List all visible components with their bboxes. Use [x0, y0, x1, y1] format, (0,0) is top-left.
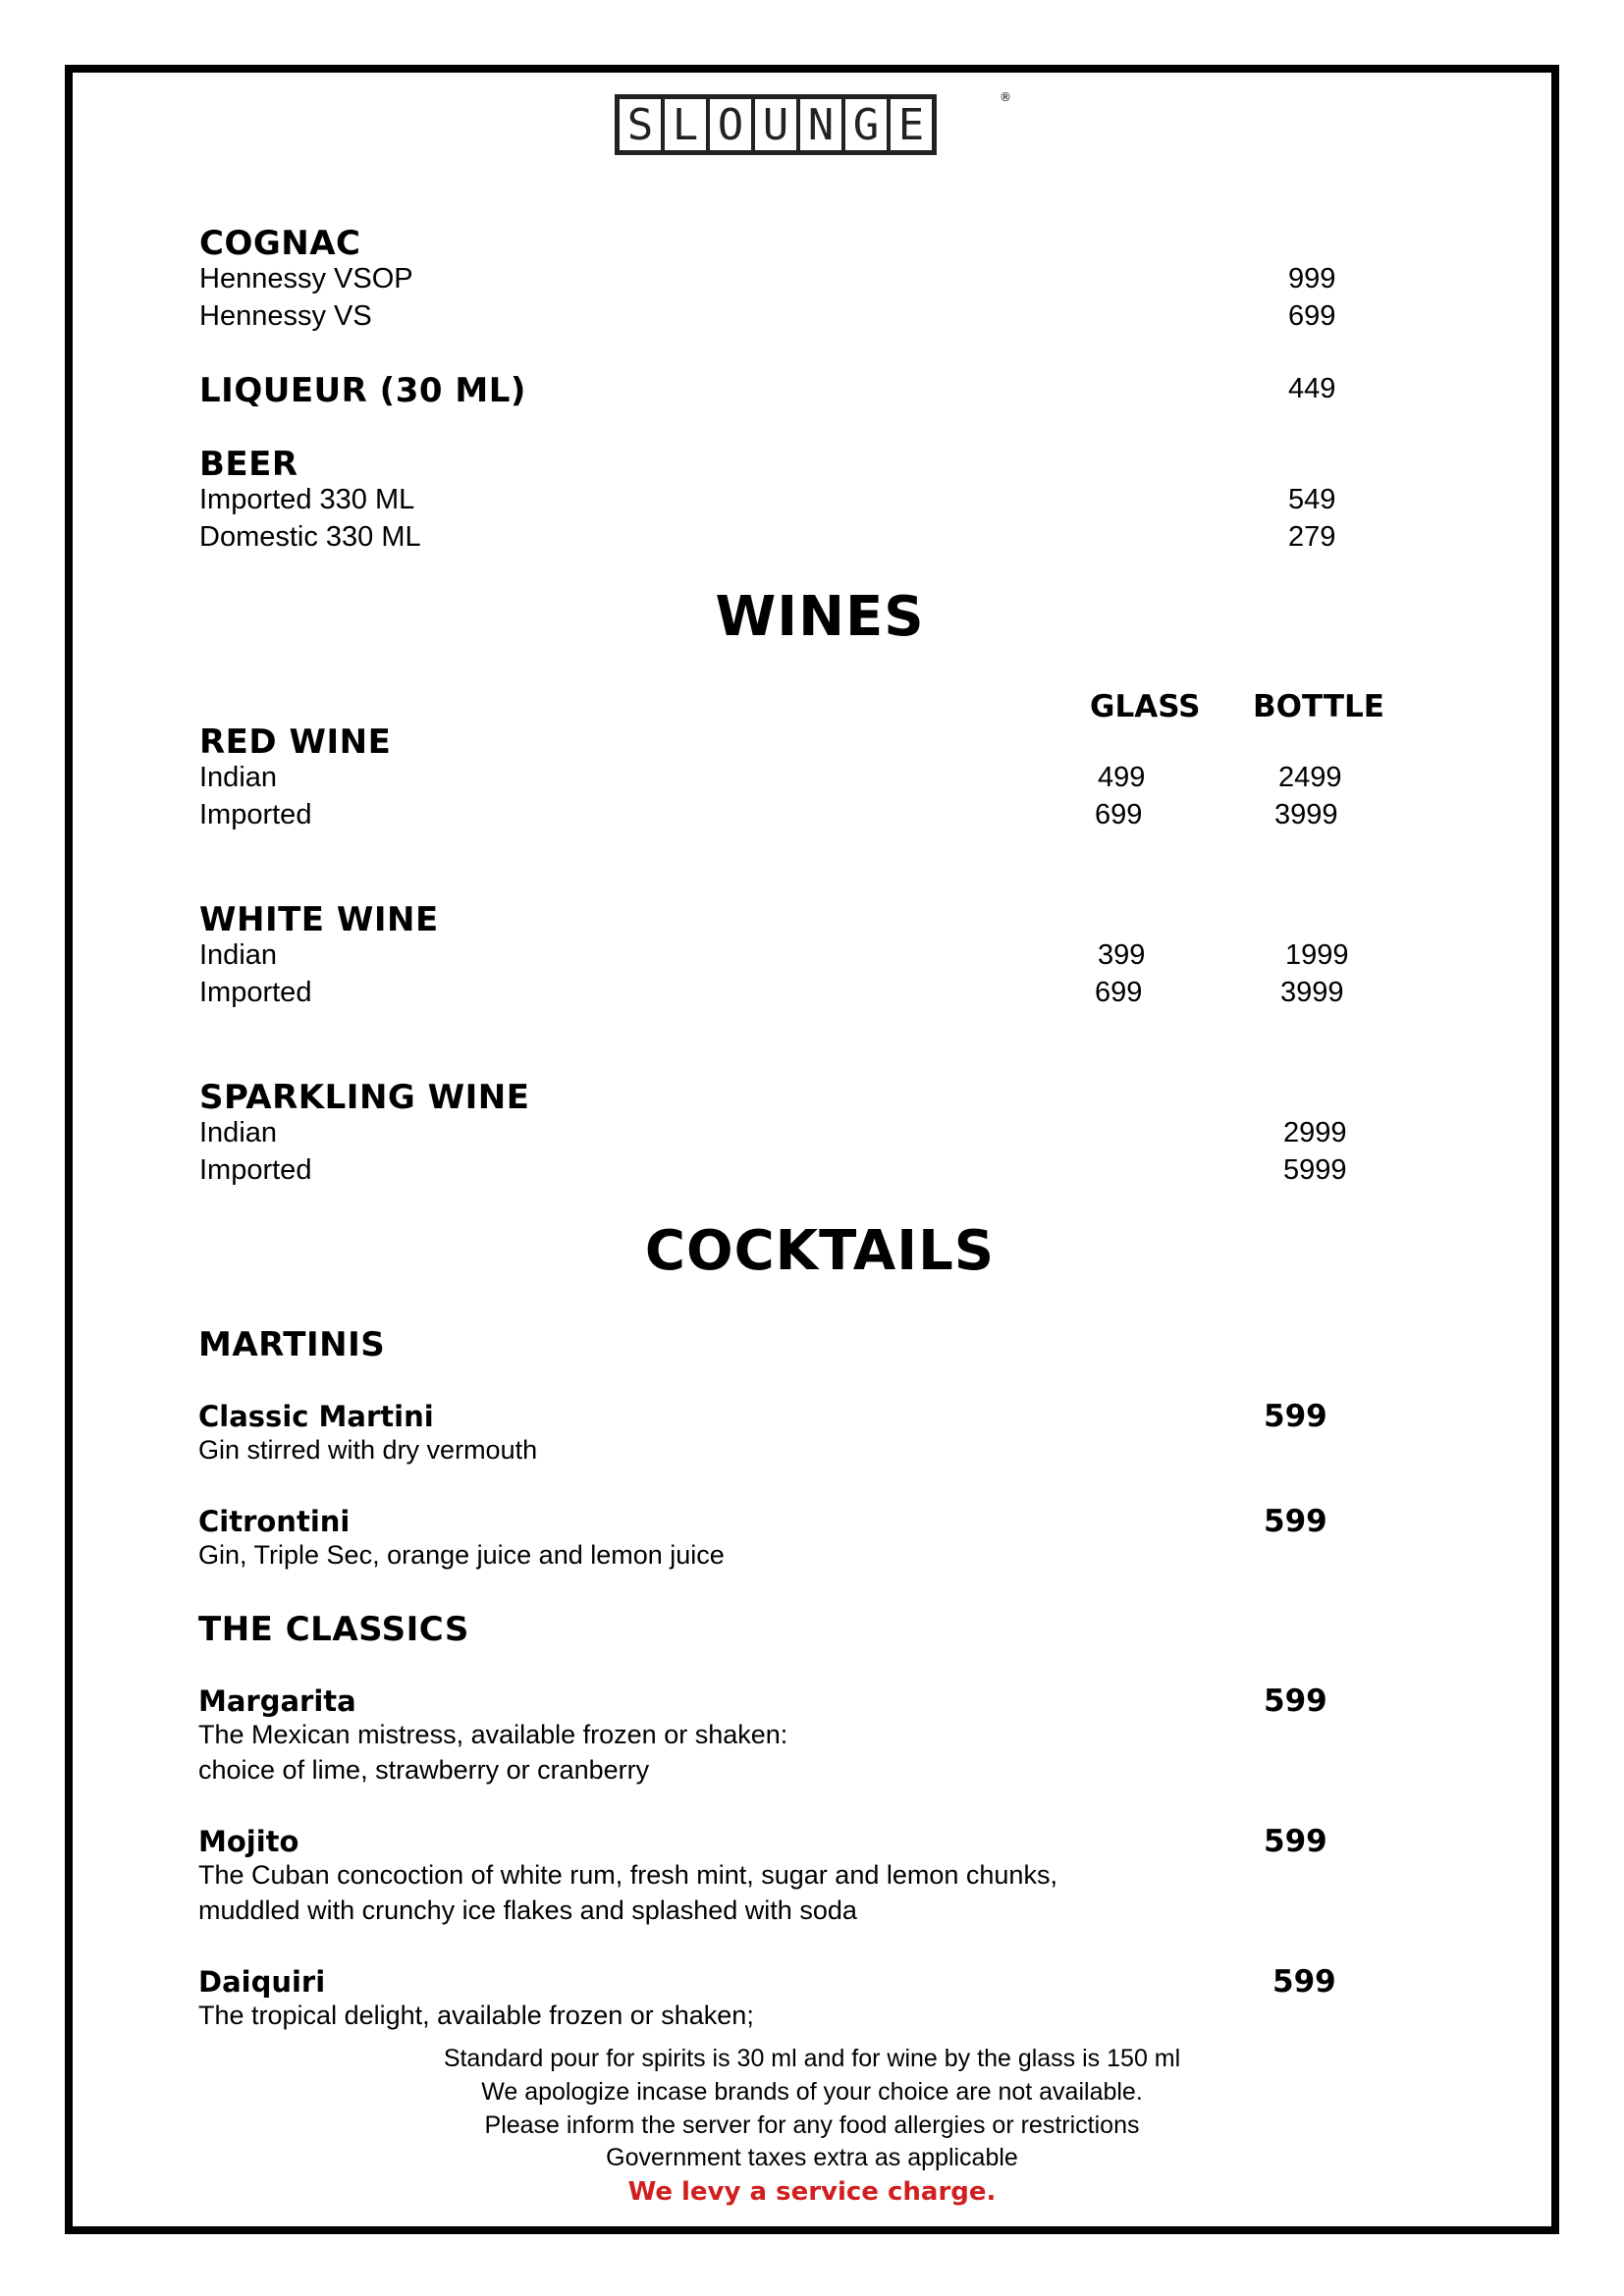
beer-item-name: Imported 330 ML [199, 484, 415, 515]
logo-letter: U [755, 99, 800, 150]
white-wine-glass-price: 399 [1098, 939, 1146, 971]
martinis-heading: MARTINIS [198, 1325, 386, 1364]
footer-pour-note: Standard pour for spirits is 30 ml and for wine by the glass is 150 ml [443, 2045, 1181, 2072]
cocktail-description: muddled with crunchy ice flakes and splashed with soda [198, 1896, 857, 1925]
cocktail-description: Gin, Triple Sec, orange juice and lemon juice [198, 1540, 725, 1570]
red-wine-heading: RED WINE [199, 722, 392, 762]
cocktail-price: 599 [1264, 1824, 1327, 1859]
wines-title: WINES [715, 585, 925, 649]
beer-item-price: 279 [1288, 521, 1336, 553]
red-wine-bottle-price: 2499 [1278, 762, 1342, 793]
cocktail-price: 599 [1264, 1399, 1327, 1434]
red-wine-glass-price: 699 [1095, 799, 1143, 830]
registered-mark: ® [1000, 90, 1011, 104]
red-wine-item-name: Indian [199, 762, 278, 793]
liqueur-heading: LIQUEUR (30 ML) [199, 371, 526, 410]
red-wine-bottle-price: 3999 [1274, 799, 1338, 830]
glass-column-header: GLASS [1090, 689, 1201, 724]
cocktail-name: Margarita [198, 1684, 356, 1718]
slounge-logo [615, 94, 937, 155]
classics-heading: THE CLASSICS [198, 1610, 469, 1649]
cocktail-price: 599 [1264, 1683, 1327, 1719]
cocktail-description: choice of lime, strawberry or cranberry [198, 1755, 650, 1785]
cocktail-description: Gin stirred with dry vermouth [198, 1435, 538, 1465]
white-wine-bottle-price: 1999 [1285, 939, 1349, 971]
footer-allergy-note: Please inform the server for any food allergies or restrictions [484, 2111, 1140, 2139]
cocktail-name: Classic Martini [198, 1400, 434, 1433]
sparkling-wine-heading: SPARKLING WINE [199, 1078, 530, 1117]
cognac-item-price: 999 [1288, 263, 1336, 294]
cognac-heading: COGNAC [199, 224, 361, 263]
logo-letter: E [897, 99, 925, 150]
sparkling-wine-bottle-price: 5999 [1283, 1154, 1347, 1186]
beer-heading: BEER [199, 445, 298, 484]
logo-letter: S [620, 99, 665, 150]
cocktail-name: Mojito [198, 1825, 299, 1858]
logo-letter: L [665, 99, 710, 150]
logo-letter: N [800, 99, 845, 150]
cocktail-price: 599 [1272, 1964, 1336, 2000]
liqueur-price: 449 [1288, 373, 1336, 404]
white-wine-bottle-price: 3999 [1280, 977, 1344, 1008]
logo-letter: G [845, 99, 891, 150]
cocktail-price: 599 [1264, 1504, 1327, 1539]
footer-service-charge: We levy a service charge. [627, 2177, 997, 2207]
cocktail-name: Citrontini [198, 1505, 351, 1538]
cognac-item-price: 699 [1288, 300, 1336, 332]
cocktail-description: The tropical delight, available frozen or shaken; [198, 2001, 754, 2030]
cognac-item-name: Hennessy VSOP [199, 263, 413, 294]
red-wine-glass-price: 499 [1098, 762, 1146, 793]
footer-tax-note: Government taxes extra as applicable [606, 2144, 1018, 2171]
beer-item-name: Domestic 330 ML [199, 521, 421, 553]
white-wine-item-name: Indian [199, 939, 278, 971]
white-wine-heading: WHITE WINE [199, 900, 439, 939]
red-wine-item-name: Imported [199, 799, 312, 830]
white-wine-glass-price: 699 [1095, 977, 1143, 1008]
beer-item-price: 549 [1288, 484, 1336, 515]
cocktail-description: The Mexican mistress, available frozen or shaken: [198, 1720, 788, 1749]
bottle-column-header: BOTTLE [1253, 689, 1384, 724]
cocktail-name: Daiquiri [198, 1965, 326, 1999]
cocktails-title: COCKTAILS [644, 1219, 996, 1283]
footer-brand-note: We apologize incase brands of your choice are not available. [481, 2078, 1143, 2106]
logo-letter: O [710, 99, 755, 150]
cocktail-description: The Cuban concoction of white rum, fresh mint, sugar and lemon chunks, [198, 1860, 1057, 1890]
sparkling-wine-bottle-price: 2999 [1283, 1117, 1347, 1148]
cognac-item-name: Hennessy VS [199, 300, 372, 332]
sparkling-wine-item-name: Imported [199, 1154, 312, 1186]
white-wine-item-name: Imported [199, 977, 312, 1008]
sparkling-wine-item-name: Indian [199, 1117, 278, 1148]
